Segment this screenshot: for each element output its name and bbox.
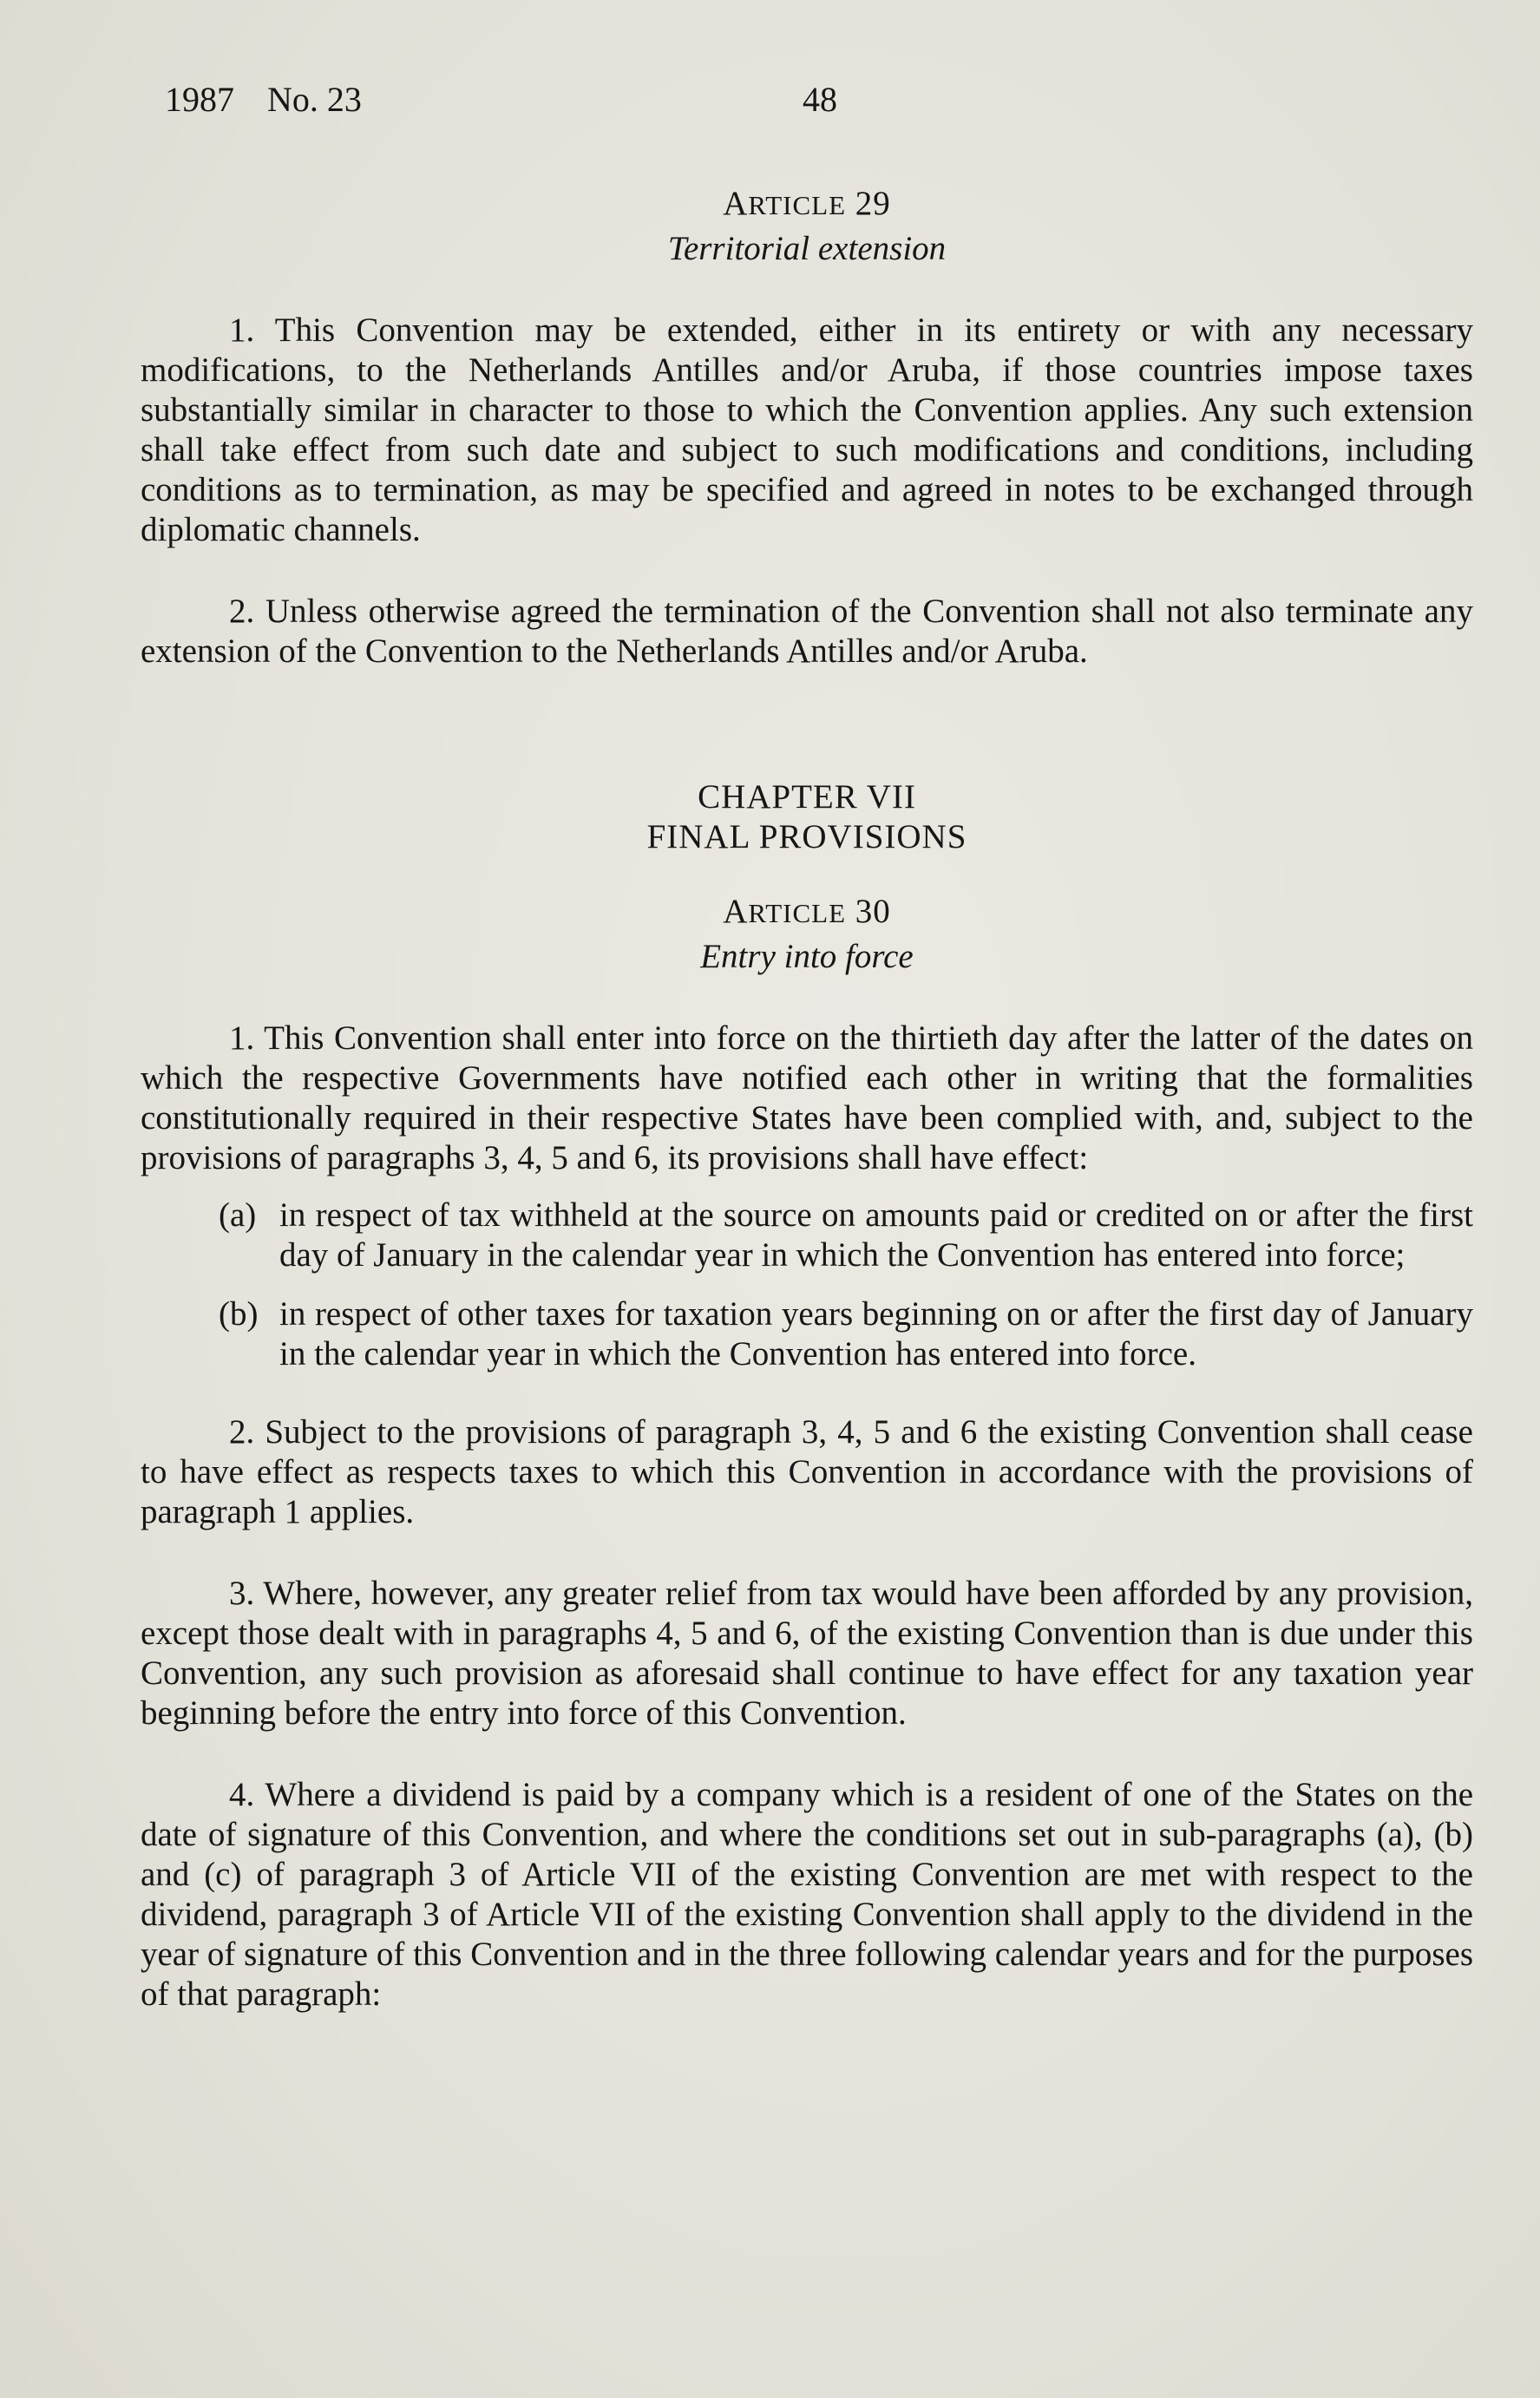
article-30-item-a: [219, 1196, 1473, 1275]
article-30-paragraph-4: 4. Where a dividend is paid by a company which is a resident of one of the States on the date of signature of this Convention, and where the conditions set out in sub-paragraphs (a), (b) and (c) of paragraph 3 of Article VII of the existing Convention are met with respect to the dividend, paragraph 3 of Article VII of the existing Convention shall apply to the dividend in the year of signature of this Convention and in the three following calendar years and for the purposes of that paragraph:: [141, 1776, 1473, 2013]
item-b-text: in respect of other taxes for taxation years beginning on or after the first day of January in the calendar year in which the Convention has entered into force.: [279, 1295, 1473, 1373]
article-29-paragraph-2: 2. Unless otherwise agreed the termination of the Convention shall not also terminate any extension of the Convention to the Netherlands Antilles and/or Aruba.: [141, 593, 1473, 670]
page-number: 48: [803, 80, 837, 119]
article-29-title: Territorial extension: [667, 230, 947, 267]
article-30-item-b: [219, 1294, 1473, 1374]
chapter-number: CHAPTER VII: [698, 778, 916, 816]
article-30-heading: ARTICLE 30: [723, 893, 891, 930]
document-body: [141, 184, 1473, 2015]
article-30-paragraph-3: 3. Where, however, any greater relief from tax would have been afforded by any provision, except those dealt with in paragraphs 4, 5 and 6, of the existing Convention than is due under this Convention, any such provision as aforesaid shall continue to have effect for any taxation year beginning before the entry into force of this Convention.: [141, 1575, 1473, 1732]
article-30-paragraph-2: 2. Subject to the provisions of paragraph 3, 4, 5 and 6 the existing Convention shall cease to have effect as respects taxes to which this Convention in accordance with the provisions of paragraph 1 applies.: [141, 1413, 1473, 1530]
article-30-title: Entry into force: [700, 938, 914, 975]
header-year: 1987: [165, 80, 234, 119]
article-29-paragraph-1: 1. This Convention may be extended, either in its entirety or with any necessary modifications, to the Netherlands Antilles and/or Aruba, if those countries impose taxes substantially similar in character to those to which the Convention applies. Any such extension shall take effect from such date and subject to such modifications and conditions, including conditions as to termination, as may be specified and agreed in notes to be exchanged through diplomatic channels.: [141, 311, 1473, 548]
chapter-title: FINAL PROVISIONS: [646, 818, 967, 855]
article-29-heading: ARTICLE 29: [723, 185, 891, 222]
item-a-text: in respect of tax withheld at the source on amounts paid or credited on or after the first day of January in the calendar year in which the Convention has entered into force;: [279, 1196, 1473, 1274]
article-30-paragraph-1: 1. This Convention shall enter into force on the thirtieth day after the latter of the dates on which the respective Governments have notified each other in writing that the formalities constitutionally required in their respective States have been complied with, and, subject to the provisions of paragraphs 3, 4, 5 and 6, its provisions shall have effect:: [141, 1019, 1473, 1176]
item-a-label: (a): [219, 1196, 257, 1234]
running-head: [165, 80, 362, 120]
header-number: No. 23: [267, 80, 362, 119]
item-b-label: (b): [219, 1295, 259, 1333]
